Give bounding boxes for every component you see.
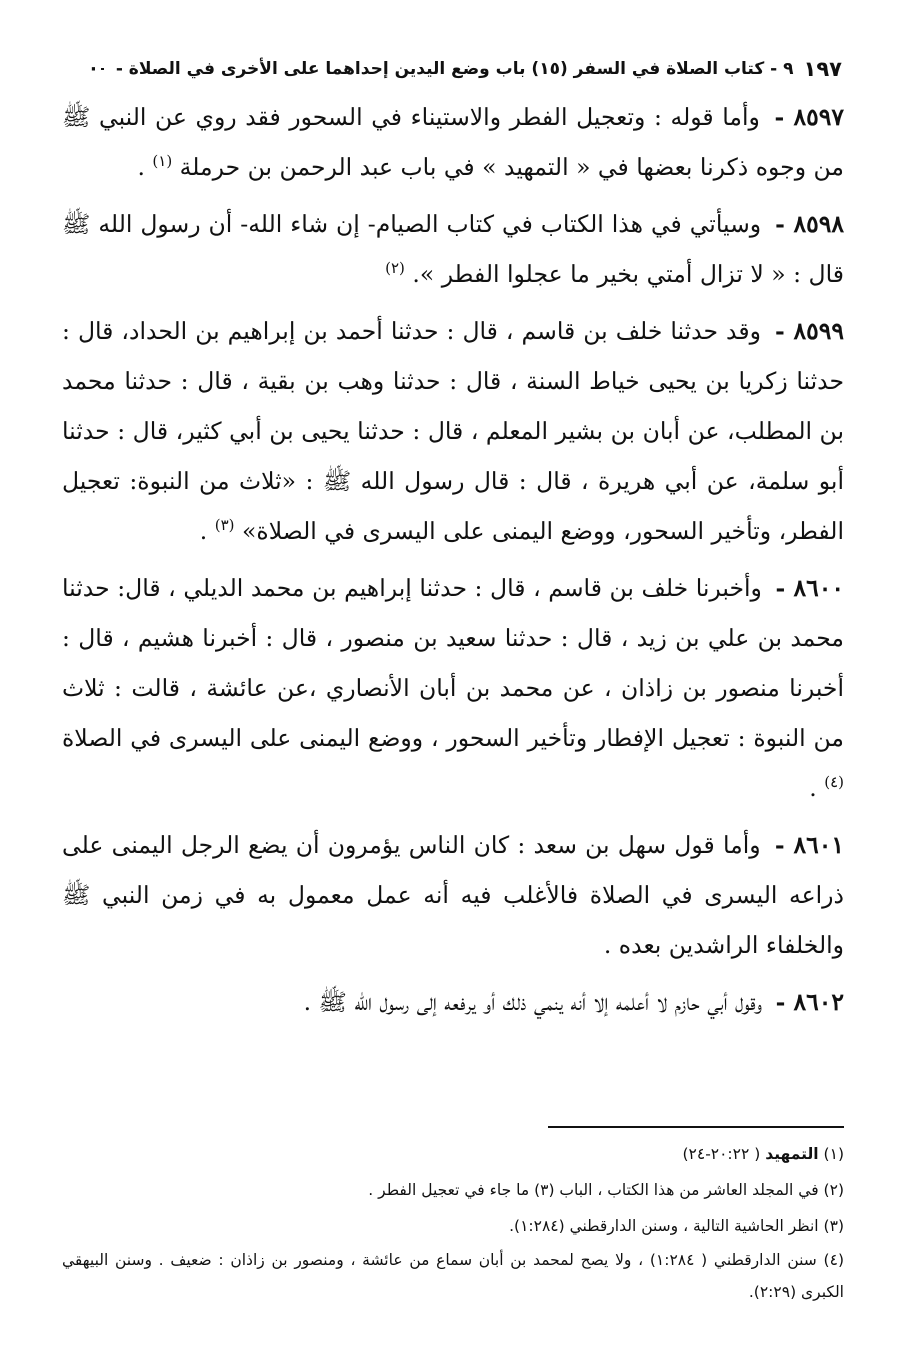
footnote-4 <box>62 1244 844 1308</box>
footnote-text: ( ٢٠:٢٢-٢٤) <box>682 1145 761 1163</box>
paragraph-8599 <box>62 306 844 556</box>
paragraph-text: وقد حدثنا خلف بن قاسم ، قال : حدثنا أحمد بن إبراهيم بن الحداد، قال : حدثنا زكريا بن يحيى خياط السنة ، قال : حدثنا وهب بن بقية ، قال : حدثنا محمد بن المطلب، عن أبان بن بشير المعلم ، قال : حدثنا يحيى بن أبي كثير، قال : حدثنا أبو سلمة، عن أبي هريرة ، قال : قال رسول الله ﷺ : «ثلاث من النبوة: تعجيل الفطر، وتأخير السحور، ووضع اليمنى على اليسرى في الصلاة» <box>62 317 844 545</box>
main-text <box>62 92 844 1034</box>
paragraph-text: وأما قول سهل بن سعد : كان الناس يؤمرون أن يضع الرجل اليمنى على ذراعه اليسرى في الصلاة فالأغلب فيه أنه عمل معمول به في زمن النبي ﷺ والخلفاء الراشدين بعده . <box>62 831 844 959</box>
header-rule-end: · <box>90 58 97 80</box>
footnote-marker: (٣) <box>823 1217 844 1235</box>
paragraph-8598 <box>62 199 844 299</box>
paragraph-8601 <box>62 820 844 970</box>
footnote-marker: (٢) <box>823 1181 844 1199</box>
footnote-divider <box>548 1126 844 1128</box>
footnote-marker: (٤) <box>823 1251 844 1269</box>
running-header <box>90 52 842 86</box>
paragraph-number: ٨٥٩٨ - <box>775 210 844 238</box>
footnotes <box>62 1136 844 1308</box>
paragraph-8602 <box>62 977 844 1027</box>
footnote-source: التمهيد <box>765 1145 819 1163</box>
chapter-title: ٩ - كتاب الصلاة في السفر (١٥) باب وضع اليدين إحداهما على الأخرى في الصلاة - <box>115 59 794 79</box>
paragraph-8597 <box>62 92 844 192</box>
footnote-ref[interactable]: (٢) <box>385 259 405 278</box>
paragraph-number: ٨٦٠١ - <box>774 831 844 859</box>
header-rule <box>101 68 104 70</box>
footnote-ref[interactable]: (٤) <box>824 773 844 792</box>
footnote-ref[interactable]: (٣) <box>214 516 235 535</box>
paragraph-number: ٨٦٠٠ - <box>775 574 844 602</box>
footnote-ref[interactable]: (١) <box>152 152 173 171</box>
footnote-text: سنن الدارقطني ( ١:٢٨٤) ، ولا يصح لمحمد بن أبان سماع من عائشة ، ومنصور بن زاذان : ضعيف . وسنن البيهقي الكبرى (٢:٢٩). <box>62 1251 844 1301</box>
paragraph-number: ٨٦٠٢ - <box>775 988 844 1016</box>
footnote-1 <box>62 1136 844 1172</box>
footnote-text: انظر الحاشية التالية ، وسنن الدارقطني (١:٢٨٤). <box>509 1217 819 1235</box>
footnote-marker: (١) <box>823 1145 844 1163</box>
paragraph-number: ٨٥٩٩ - <box>775 317 845 345</box>
paragraph-number: ٨٥٩٧ - <box>774 103 844 131</box>
paragraph-tail: . <box>137 153 145 181</box>
paragraph-8600 <box>62 563 844 813</box>
paragraph-text: وسيأتي في هذا الكتاب في كتاب الصيام- إن شاء الله- أن رسول الله ﷺ قال : « لا تزال أمتي بخير ما عجلوا الفطر ». <box>62 210 844 288</box>
footnote-2 <box>62 1172 844 1208</box>
footnote-3 <box>62 1208 844 1244</box>
paragraph-text: وأما قوله : وتعجيل الفطر والاستيناء في السحور فقد روي عن النبي ﷺ من وجوه ذكرنا بعضها في « التمهيد » في باب عبد الرحمن بن حرملة <box>62 103 844 181</box>
page-number: ١٩٧ <box>803 57 842 81</box>
paragraph-tail: . <box>199 517 208 545</box>
paragraph-text: وقول أبي حازم لا أعلمه إلا أنه ينمي ذلك أو يرفعه إلى رسول الله ﷺ . <box>303 988 763 1016</box>
paragraph-text: وأخبرنا خلف بن قاسم ، قال : حدثنا إبراهيم بن محمد الديلي ، قال: حدثنا محمد بن علي بن زيد ، قال : حدثنا سعيد بن منصور ، قال : أخبرنا هشيم ، قال : أخبرنا منصور بن زاذان ، عن محمد بن أبان الأنصاري ،عن عائشة ، قالت : ثلاث من النبوة : تعجيل الإفطار وتأخير السحور ، ووضع اليمنى على اليسرى في الصلاة <box>62 574 844 752</box>
footnote-text: في المجلد العاشر من هذا الكتاب ، الباب (٣) ما جاء في تعجيل الفطر . <box>368 1181 819 1199</box>
paragraph-tail: . <box>809 774 817 802</box>
